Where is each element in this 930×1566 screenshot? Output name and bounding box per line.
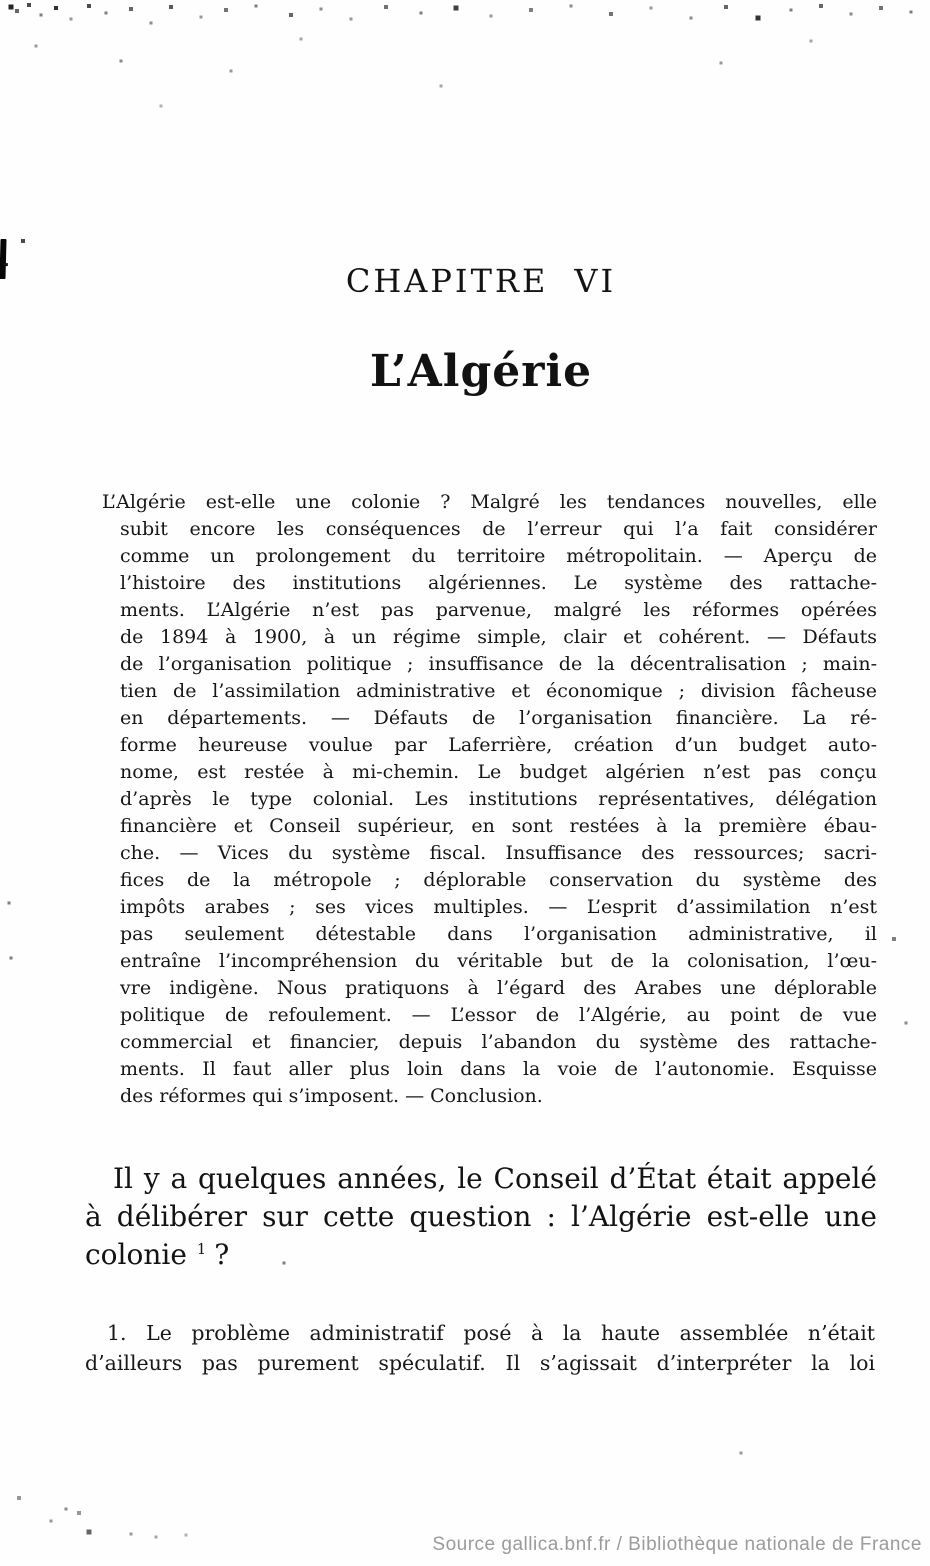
summary-line: politique de refoulement. — L’essor de l’Algérie, au point de vue [120, 1004, 877, 1026]
summary-line: nome, est restée à mi-chemin. Le budget algérien n’est pas conçu [120, 761, 877, 783]
chapter-heading [85, 262, 877, 300]
summary-line: che. — Vices du système fiscal. Insuffisance des ressources; sacri- [120, 842, 877, 864]
summary-line: entraîne l’incompréhension du véritable but de la colonisation, l’œu- [120, 950, 877, 972]
body-last-punct: ? [214, 1238, 230, 1271]
summary-line: tien de l’assimilation administrative et économique ; division fâcheuse [120, 680, 877, 702]
body-line: Il y a quelques années, le Conseil d’État était appelé [113, 1162, 877, 1195]
summary-line: financière et Conseil supérieur, en sont restées à la première ébau- [120, 815, 877, 837]
body-line [85, 1236, 877, 1274]
gallica-source-attribution: Source gallica.bnf.fr / Bibliothèque nationale de France [432, 1534, 922, 1555]
footnote [85, 1318, 875, 1378]
opening-paragraph [85, 1160, 877, 1274]
body-line: à délibérer sur cette question : l’Algérie est-elle une [85, 1200, 877, 1233]
footnote-line: 1. Le problème administratif posé à la haute assemblée n’était [107, 1321, 875, 1345]
footnote-line: d’ailleurs pas purement spéculatif. Il s’agissait d’interpréter la loi [85, 1351, 875, 1375]
summary-line: impôts arabes ; ses vices multiples. — L’esprit d’assimilation n’est [120, 896, 877, 918]
summary-line: forme heureuse voulue par Laferrière, création d’un budget auto- [120, 734, 877, 756]
footnote-reference-mark: 1 [196, 1240, 207, 1258]
summary-line: de 1894 à 1900, à un régime simple, clair et cohérent. — Défauts [120, 626, 877, 648]
chapter-word: CHAPITRE [345, 262, 549, 300]
summary-line: pas seulement détestable dans l’organisation administrative, il [120, 923, 877, 945]
body-last-word: colonie [85, 1238, 187, 1271]
scan-noise-speckles [0, 0, 2, 2]
scan-mark-left-edge [0, 239, 7, 279]
summary-line: des réformes qui s’imposent. — Conclusion. [120, 1085, 543, 1107]
summary-line: comme un prolongement du territoire métropolitain. — Aperçu de [120, 545, 877, 567]
chapter-summary [102, 489, 877, 1110]
summary-line: de l’organisation politique ; insuffisance de la décentralisation ; main- [120, 653, 877, 675]
chapter-numeral: VI [574, 262, 617, 300]
summary-line: vre indigène. Nous pratiquons à l’égard des Arabes une déplorable [120, 977, 877, 999]
summary-line: L’Algérie est-elle une colonie ? Malgré les tendances nouvelles, elle [102, 491, 877, 513]
summary-line: ments. L’Algérie n’est pas parvenue, malgré les réformes opérées [120, 599, 877, 621]
summary-line: en départements. — Défauts de l’organisation financière. La ré- [120, 707, 877, 729]
summary-line: l’histoire des institutions algériennes. Le système des rattache- [120, 572, 877, 594]
summary-line: subit encore les conséquences de l’erreur qui l’a fait considérer [120, 518, 877, 540]
summary-line: commercial et financier, depuis l’abandon du système des rattache- [120, 1031, 877, 1053]
summary-line: ments. Il faut aller plus loin dans la voie de l’autonomie. Esquisse [120, 1058, 877, 1080]
page-title: L’Algérie [369, 346, 593, 397]
summary-line: fices de la métropole ; déplorable conservation du système des [120, 869, 877, 891]
summary-line: d’après le type colonial. Les institutions représentatives, délégation [120, 788, 877, 810]
